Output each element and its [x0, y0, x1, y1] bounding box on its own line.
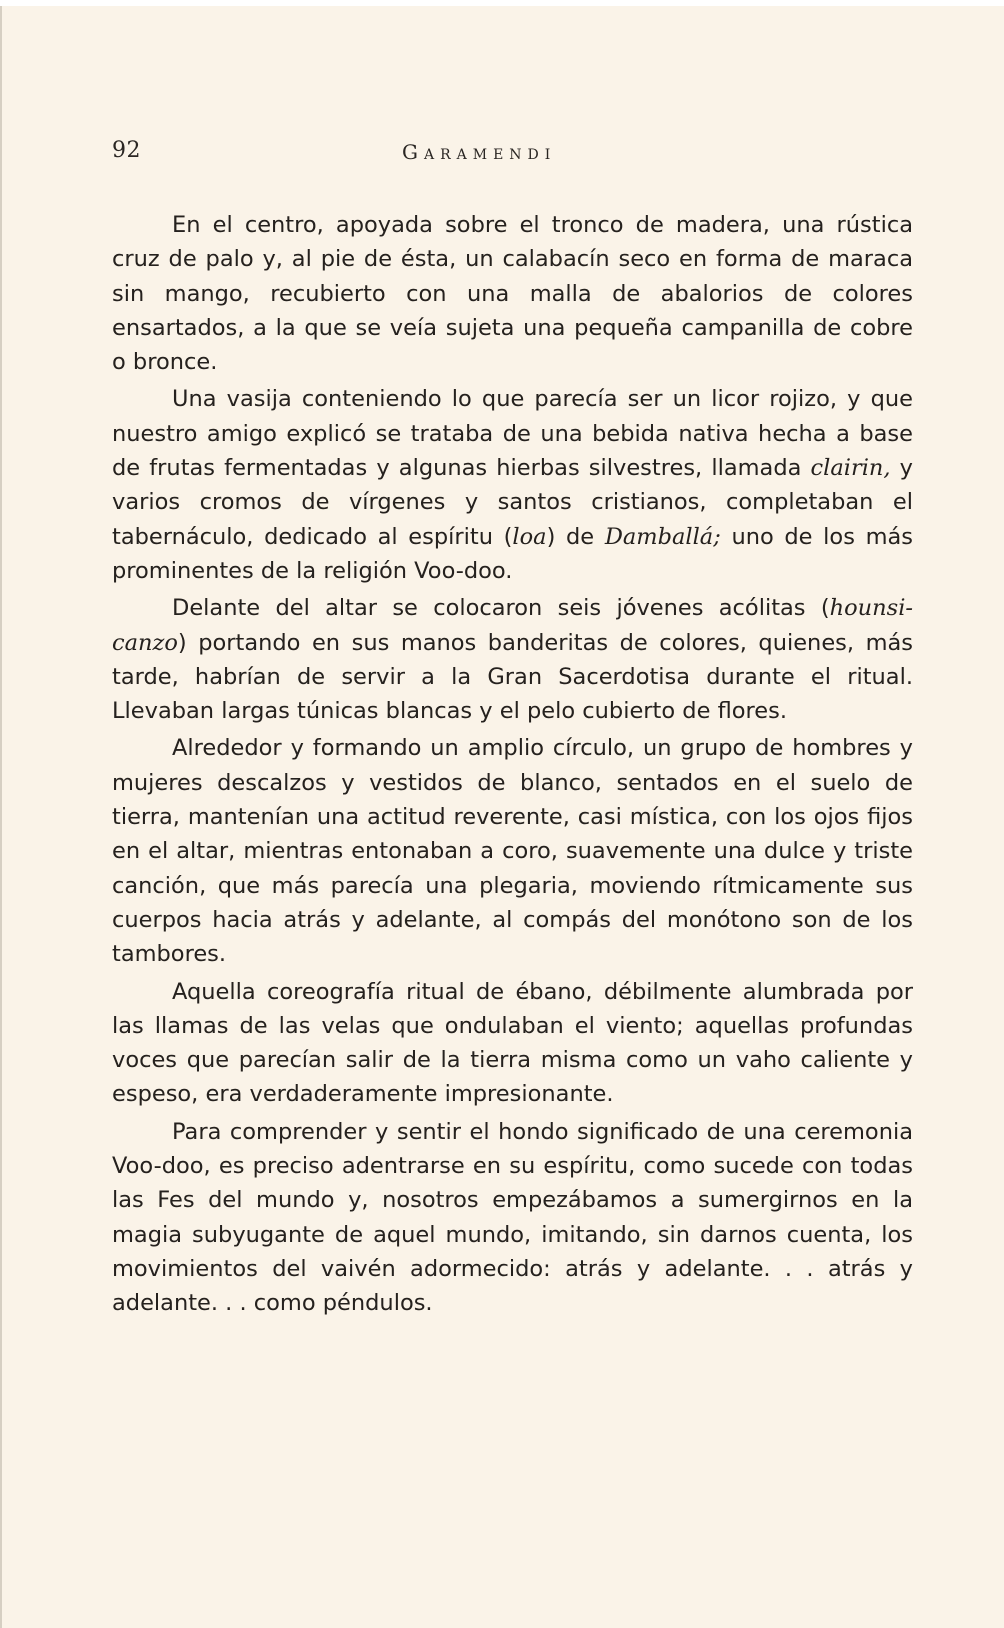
paragraph-4: Alrededor y formando un amplio círculo, un grupo de hombres y mujeres descalzos y vestidos de blanco, sentados en el suelo de tierra, mantenían una actitud reverente, casi mística, con los ojos fijos en el altar, mientras entonaban a coro, suavemente una dulce y triste canción, que más parecía una plegaria, moviendo rítmicamente sus cuerpos hacia atrás y adelante, al compás del monótono son de los tambores.	[112, 735, 913, 968]
paragraph-2-text-a: Una vasija conteniendo lo que parecía ser un licor rojizo, y que nuestro amigo explicó se trataba de una bebida nativa hecha a base de frutas fermentadas y algunas hierbas silvestres, llamada	[112, 386, 913, 482]
running-title: Garamendi	[402, 140, 557, 164]
paragraph-2	[112, 382, 913, 588]
paragraph-3-text-c: ) portando en sus manos banderitas de colores, quienes, más tarde, habrían de servir a la Gran Sacerdotisa durante el ritual. Llevaban largas túnicas blancas y el pelo cubierto de flores.	[112, 629, 913, 725]
paragraph-6: Para comprender y sentir el hondo significado de una ceremonia Voo-doo, es preciso adentrarse en su espíritu, como sucede con todas las Fes del mundo y, nosotros empezábamos a sumergirnos en la magia subyugante de aquel mundo, imitando, sin darnos cuenta, los movimientos del vaivén adormecido: atrás y adelante. . . atrás y adelante. . . como péndulos.	[112, 1118, 913, 1317]
paragraph-3-text-a: Delante del altar se colocaron seis jóvenes acólitas (	[172, 595, 830, 622]
body-text	[112, 208, 913, 1321]
paragraph-3	[112, 591, 913, 728]
paragraph-2-text-e: ) de	[546, 523, 605, 550]
paragraph-2-text-c: y varios cromos de vírgenes y santos cristianos, completaban el tabernáculo, dedicado al espíritu (	[112, 455, 913, 550]
italic-term-hounsi-canzo: hounsi-canzo	[112, 595, 913, 656]
italic-term-loa: loa	[512, 523, 547, 550]
italic-term-damballa: Damballá;	[604, 523, 721, 550]
book-page	[0, 6, 1004, 1628]
paragraph-2-text-g: uno de los más prominentes de la religión Voo-doo.	[112, 523, 913, 584]
running-head	[112, 138, 918, 174]
italic-term-clairin: clairin,	[810, 455, 891, 482]
page-number: 92	[112, 138, 141, 163]
paragraph-1: En el centro, apoyada sobre el tronco de madera, una rústica cruz de palo y, al pie de ésta, un calabacín seco en forma de maraca sin mango, recubierto con una malla de abalorios de colores ensartados, a la que se veía sujeta una pequeña campanilla de cobre o bronce.	[112, 212, 913, 376]
paragraph-5: Aquella coreografía ritual de ébano, débilmente alumbrada por las llamas de las velas que ondulaban el viento; aquellas profundas voces que parecían salir de la tierra misma como un vaho caliente y espeso, era verdaderamente impresionante.	[112, 978, 913, 1108]
